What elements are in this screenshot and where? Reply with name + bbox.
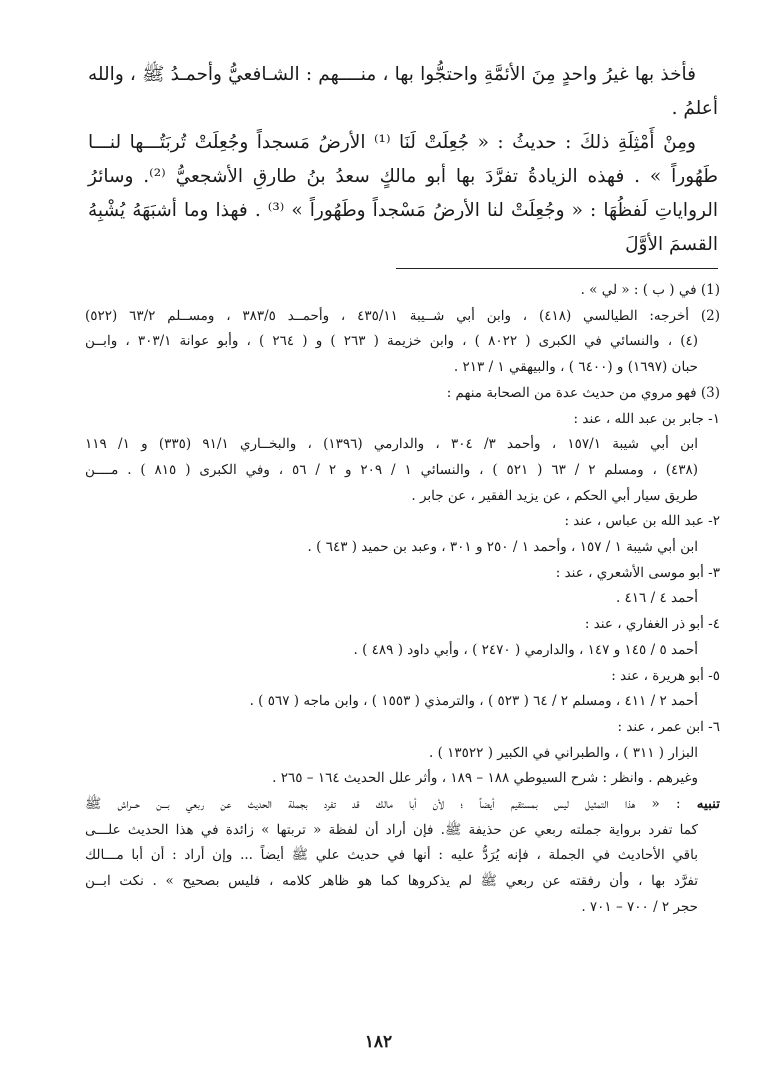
reference-line: طريق سيار أبي الحكم ، عن يزيد الفقير ، عن جابر . — [411, 487, 698, 504]
reference-line: ابن أبي شيبة ١٥٧/١ ، وأحمد ٣/ ٣٠٤ ، والدارمي (١٣٩٦) ، والبخــاري ٩١/١ (٣٣٥) و ١/ ١١٩ — [85, 436, 698, 453]
footnote-separator — [396, 268, 718, 269]
reference-line: (٤٣٨) ، ومسلم ٢ / ٦٣ ( ٥٢١ ) ، والنسائي ١ / ٢٠٩ و ٢ / ٥٦ ، وفي الكبرى ( ٨١٥ ) . مــــن — [85, 461, 699, 478]
reference-line: أحمد ٤ / ٤١٦ . — [615, 590, 698, 607]
warning-line — [85, 792, 720, 818]
warning-text: : « هذا التمثيل ليس بمستقيم أيضاً ؛ لأن أبا مالك قد تفرد بجملة الحديث عن ربعي بـــن حــراش ﷺ — [85, 796, 681, 813]
narrator-heading: ٦- ابن عمر ، عند : — [617, 718, 720, 735]
narrator-heading: ٤- أبو ذر الغفاري ، عند : — [584, 616, 720, 633]
footnote-2-line: (2) أخرجه: الطيالسي (٤١٨) ، وابن أبي شــيبة ٤٣٥/١١ ، وأحمــد ٣٨٣/٥ ، ومســلم ٦٣/٢ (٥٢٢) — [85, 307, 720, 324]
footnote-2-line: (٤) ، والنسائي في الكبرى ( ٨٠٢٢ ) ، وابن خزيمة ( ٢٦٣ ) و ( ٢٦٤ ) ، وأبو عوانة ٣٠٣/١ ، وابــن — [85, 333, 699, 350]
narrator-heading: ١- جابر بن عبد الله ، عند : — [573, 410, 720, 427]
reference-line: ابن أبي شيبة ١ / ١٥٧ ، وأحمد ١ / ٢٥٠ و ٣٠١ ، وعبد بن حميد ( ٦٤٣ ) . — [307, 539, 698, 556]
warning-line: كما تفرد برواية جملته ربعي عن حذيفة ﷺ. فإن أراد أن لفظة « تربتها » زائدة في هذا الحديث علـــى — [85, 821, 698, 838]
narrator-heading: ٢- عبد الله بن عباس ، عند : — [564, 513, 720, 530]
footnotes — [85, 278, 720, 921]
reference-line: أحمد ٢ / ٤١١ ، ومسلم ٢ / ٦٤ ( ٥٢٣ ) ، والترمذي ( ١٥٥٣ ) ، وابن ماجه ( ٥٦٧ ) . — [249, 693, 698, 710]
main-text — [88, 58, 718, 262]
warning-label: تنبيه — [696, 796, 720, 813]
reference-line: أحمد ٥ / ١٤٥ و ١٤٧ ، والدارمي ( ٢٤٧٠ ) ، وأبي داود ( ٤٨٩ ) . — [353, 641, 698, 658]
reference-line: البزار ( ٣١١ ) ، والطبراني في الكبير ( ١٣٥٢٢ ) . — [429, 744, 698, 761]
page-number: ١٨٢ — [364, 1032, 393, 1052]
footnote-3-intro: (3) فهو مروي من حديث عدة من الصحابة منهم : — [446, 384, 720, 401]
narrator-heading: ٣- أبو موسى الأشعري ، عند : — [555, 564, 720, 581]
footnote-1: (1) في ( ب ) : « لي » . — [580, 282, 720, 298]
warning-line: حجر ٢ / ٧٠٠ – ٧٠١ . — [581, 898, 698, 915]
narrator-heading: ٥- أبو هريرة ، عند : — [611, 667, 720, 684]
main-paragraph-1: فأخذ بها غيرُ واحدٍ مِنَ الأئمَّةِ واحتجُّوا بها ، منــــهم : الشـافعيُّ وأحمـدُ ﷺ ، والله أعلمُ . — [88, 64, 718, 119]
footnote-2-line: حبان (١٦٩٧) و (٦٤٠٠ ) ، والبيهقي ١ / ٢١٣ . — [453, 359, 698, 376]
warning-line: باقي الأحاديث في الجملة ، فإنه يُرَدُّ عليه : أنها في حديث علي ﷺ أيضاً ... وإن أراد : أن أبا مـــالك — [85, 847, 698, 864]
footnote-3-end: وغيرهم . وانظر : شرح السيوطي ١٨٨ – ١٨٩ ، وأثر علل الحديث ١٦٤ – ٢٦٥ . — [272, 770, 698, 787]
warning-line: تفرَّد بها ، وأن رفقته عن ربعي ﷺ لم يذكروها كما هو ظاهر كلامه ، فليس بصحيح » . نكت ابــن — [85, 873, 698, 890]
main-paragraph-2: ومِنْ أَمْثِلَةِ ذلكَ : حديثُ : « جُعِلَتْ لَنَا ⁽¹⁾ الأرضُ مَسجداً وجُعِلَتْ تُربَتُـــها لنـــا طَهُوراً » . فهذه الزيادةُ تفرَّدَ بها أبو مالكٍ سعدُ بنُ طارقِ الأشجعيُّ ⁽²⁾. وسائرُ الرواياتِ لَفظُهَا : « وجُعِلَتْ لنا الأرضُ مَسْجداً وطَهُوراً » ⁽³⁾ . فهذا وما أشبَهَهُ يُشْبِهُ القسمَ الأوَّلَ — [88, 132, 718, 255]
